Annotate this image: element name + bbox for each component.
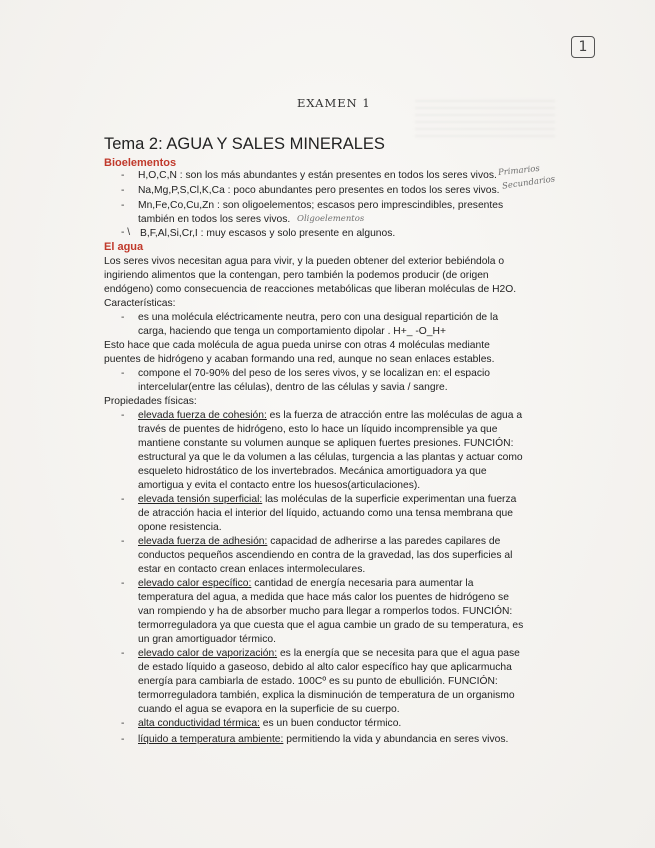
propiedad-6-term: alta conductividad térmica: <box>138 718 260 729</box>
propiedad-4-line-4: termorreguladora ya que cuesta que el agua cambie un grado de su temperatura, es <box>138 620 524 631</box>
propiedad-2-line-3: opone resistencia. <box>138 522 222 533</box>
propiedad-5-line-4: termorreguladora también, explica la disminución de temperatura de un organismo <box>138 690 515 701</box>
propiedad-1-text: es la fuerza de atracción entre las moléculas de agua a <box>266 410 523 421</box>
bullet-dash: - <box>121 536 125 547</box>
bullet-dash: - <box>121 410 125 421</box>
section-heading-agua: El agua <box>104 241 144 253</box>
propiedad-4-text: cantidad de energía necesaria para aumentar la <box>251 578 474 589</box>
puentes-line-1: Esto hace que cada molécula de agua pueda unirse con otras 4 moléculas mediante <box>104 340 490 351</box>
propiedad-3-text: capacidad de adherirse a las paredes capilares de <box>267 536 501 547</box>
propiedad-6-text: es un buen conductor térmico. <box>259 718 402 729</box>
propiedad-2-line-2: de atracción hacia el interior del líquido, actuando como una tensa membrana que <box>138 508 513 519</box>
propiedad-5-line-2: de estado líquido a gaseoso, debido al alto calor específico hay que aplicarmucha <box>138 662 512 673</box>
bullet-dash: - <box>121 734 125 745</box>
bullet-dash: - <box>121 185 125 196</box>
propiedad-2-term: elevada tensión superficial: <box>138 494 263 505</box>
bullet-dash: - \ <box>121 227 131 238</box>
propiedad-5-line-3: energía para cambiarla de estado. 100Cº es su punto de ebullición. FUNCIÓN: <box>138 676 498 687</box>
propiedad-7-line-1 <box>138 733 508 747</box>
propiedad-5-line-5: cuando el agua se evapora en la superficie de su cuerpo. <box>138 704 400 715</box>
propiedad-4-term: elevado calor específico: <box>138 578 252 589</box>
caracteristica-1-line-1: es una molécula eléctricamente neutra, pero con una desigual repartición de la <box>138 312 499 323</box>
propiedad-2-text: las moléculas de la superficie experimentan una fuerza <box>262 494 517 505</box>
bullet-dash: - <box>121 718 125 729</box>
bioelement-item-4: B,F,Al,Si,Cr,I : muy escasos y solo presente en algunos. <box>140 228 396 239</box>
agua-intro-line-1: Los seres vivos necesitan agua para vivir, y la pueden obtener del exterior bebiéndola o <box>104 256 505 267</box>
caracteristica-2-line-1: compone el 70-90% del peso de los seres vivos, y se localizan en: el espacio <box>138 368 491 379</box>
bullet-dash: - <box>121 200 125 211</box>
handwritten-note-secundarios: Secundarios <box>501 174 556 192</box>
handwritten-note-primarios: Primarios <box>497 163 541 179</box>
topic-title: Tema 2: AGUA Y SALES MINERALES <box>104 135 385 153</box>
caracteristica-2-line-2: intercelular(entre las células), dentro de las células y savia / sangre. <box>138 382 448 393</box>
propiedad-4-line-3: van rompiendo y ha de absorber mucho para llegar a romperlos todos. FUNCIÓN: <box>138 606 513 617</box>
bioelement-item-3-cont: también en todos los seres vivos. <box>138 214 291 225</box>
caracteristicas-label: Características: <box>104 298 176 309</box>
propiedad-7-text: permitiendo la vida y abundancia en seres vivos. <box>283 734 509 745</box>
propiedad-1-line-3: mantiene constante su volumen aunque se apliquen fuertes presiones. FUNCIÓN: <box>138 438 514 449</box>
handwritten-note-oligoelementos: Oligoelementos <box>297 214 365 224</box>
propiedad-5-text: es la energía que se necesita para que el agua pase <box>277 648 520 659</box>
bioelement-item-2: Na,Mg,P,S,Cl,K,Ca : poco abundantes pero presentes en todos los seres vivos. <box>138 185 500 196</box>
section-heading-bioelementos: Bioelementos <box>104 157 177 169</box>
bioelement-item-1: H,O,C,N : son los más abundantes y están presentes en todos los seres vivos. <box>138 170 497 181</box>
propiedad-4-line-5: un gran amortiguador térmico. <box>138 634 276 645</box>
propiedad-1-line-4: estructural ya que le da volumen a las células, turgencia a las plantas y actuar como <box>138 452 523 463</box>
propiedad-3-line-2: conductos pequeños ascendiendo en contra de la gravedad, las dos superficies al <box>138 550 513 561</box>
propiedad-1-line-1 <box>138 409 522 423</box>
propiedad-1-term: elevada fuerza de cohesión: <box>138 410 267 421</box>
bullet-dash: - <box>121 578 125 589</box>
bullet-dash: - <box>121 368 125 379</box>
bleed-through-shadow <box>415 100 555 140</box>
bullet-dash: - <box>121 648 125 659</box>
bullet-dash: - <box>121 170 125 181</box>
propiedad-3-line-3: estar en contacto crean enlaces intermoleculares. <box>138 564 366 575</box>
agua-intro-line-3: endógeno) como consecuencia de reacciones metabólicas que liberan moléculas de H2O. <box>104 284 517 295</box>
propiedad-4-line-2: temperatura del agua, a medida que hace más calor los puentes de hidrógeno se <box>138 592 509 603</box>
propiedad-5-term: elevado calor de vaporización: <box>138 648 278 659</box>
propiedad-5-line-1 <box>138 647 520 661</box>
propiedad-4-line-1 <box>138 577 473 591</box>
propiedad-6-line-1 <box>138 717 401 731</box>
exam-title: EXAMEN 1 <box>297 96 371 110</box>
bullet-dash: - <box>121 494 125 505</box>
puentes-line-2: puentes de hidrógeno y acaban formando una red, aunque no sean enlaces estables. <box>104 354 495 365</box>
propiedades-label: Propiedades físicas: <box>104 396 197 407</box>
propiedad-2-line-1 <box>138 493 516 507</box>
propiedad-1-line-6: amortigua y evita el contacto entre los huesos(articulaciones). <box>138 480 421 491</box>
bullet-dash: - <box>121 312 125 323</box>
caracteristica-1-line-2: carga, haciendo que tenga un comportamiento dipolar . H+_ -O_H+ <box>138 326 446 337</box>
bioelement-item-3: Mn,Fe,Co,Cu,Zn : son oligoelementos; escasos pero imprescindibles, presentes <box>138 200 504 211</box>
propiedad-7-term: líquido a temperatura ambiente: <box>138 734 284 745</box>
page-number-badge: 1 <box>571 36 595 58</box>
propiedad-1-line-5: esqueleto hidrostático de los invertebrados. Mecánica amortiguadora ya que <box>138 466 487 477</box>
agua-intro-line-2: ingiriendo alimentos que la contengan, pero también la podemos producir (de origen <box>104 270 489 281</box>
propiedad-1-line-2: través de puentes de hidrógeno, esto lo hace un líquido incomprensible ya que <box>138 424 498 435</box>
propiedad-3-line-1 <box>138 535 500 549</box>
propiedad-3-term: elevada fuerza de adhesión: <box>138 536 268 547</box>
